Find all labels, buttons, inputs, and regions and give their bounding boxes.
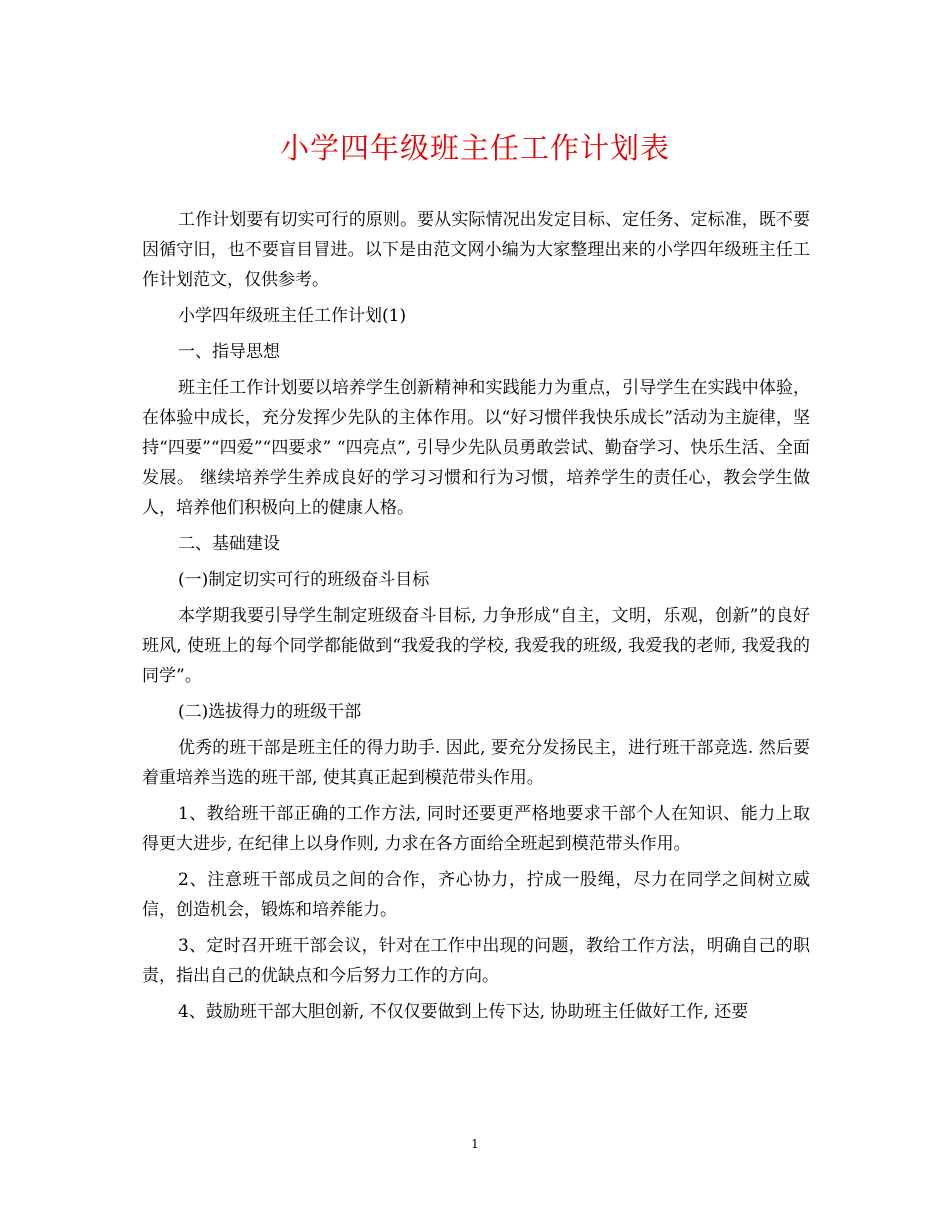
document-title: 小学四年级班主任工作计划表 — [279, 131, 670, 165]
paragraph-intro: 工作计划要有切实可行的原则。要从实际情况出发定目标、定任务、定标准，既不要因循守旧，也不要盲目冒进。以下是由范文网小编为大家整理出来的小学四年级班主任工作计划范文，仅供参考。 — [142, 210, 810, 290]
paragraph-class-cadres: 优秀的班干部是班主任的得力助手. 因此, 要充分发扬民主，进行班干部竞选. 然后要着重培养当选的班干部, 使其真正起到模范带头作用。 — [142, 738, 810, 788]
paragraph-plan-heading: 小学四年级班主任工作计划(1) — [178, 306, 407, 326]
list-item-1: 1、教给班干部正确的工作方法, 同时还要更严格地要求干部个人在知识、能力上取得更大进步, 在纪律上以身作则, 力求在各方面给全班起到模范带头作用。 — [142, 804, 810, 854]
list-item-2: 2、注意班干部成员之间的合作，齐心协力，拧成一股绳，尽力在同学之间树立威信，创造机会，锻炼和培养能力。 — [142, 870, 810, 920]
section-heading-guiding-idea: 一、指导思想 — [178, 342, 280, 362]
list-item-4: 4、鼓励班干部大胆创新, 不仅仅要做到上传下达, 协助班主任做好工作, 还要 — [178, 1002, 749, 1022]
paragraph-class-goal: 本学期我要引导学生制定班级奋斗目标, 力争形成“自主，文明，乐观，创新”的良好班风, 使班上的每个同学都能做到“我爱我的学校, 我爱我的班级, 我爱我的老师, 我爱我的同学”。 — [142, 606, 810, 686]
paragraph-guiding-idea: 班主任工作计划要以培养学生创新精神和实践能力为重点，引导学生在实践中体验，在体验中成长，充分发挥少先队的主体作用。以“好习惯伴我快乐成长”活动为主旋律，坚持“四要”“四爱”“四要求” “四亮点”, 引导少先队员勇敢尝试、勤奋学习、快乐生活、全面发展。 继续培养学生养成良好的学习习惯和行为习惯，培养学生的责任心，教会学生做人，培养他们积极向上的健康人格。 — [142, 378, 810, 518]
page-number: 1 — [471, 1137, 479, 1151]
document-body — [142, 205, 810, 1033]
list-item-3: 3、定时召开班干部会议，针对在工作中出现的问题，教给工作方法，明确自己的职责，指出自己的优缺点和今后努力工作的方向。 — [142, 936, 810, 986]
section-heading-basic-construction: 二、基础建设 — [178, 534, 280, 554]
subsection-heading-class-goal: (一)制定切实可行的班级奋斗目标 — [178, 570, 430, 590]
subsection-heading-class-cadres: (二)选拔得力的班级干部 — [178, 702, 362, 722]
